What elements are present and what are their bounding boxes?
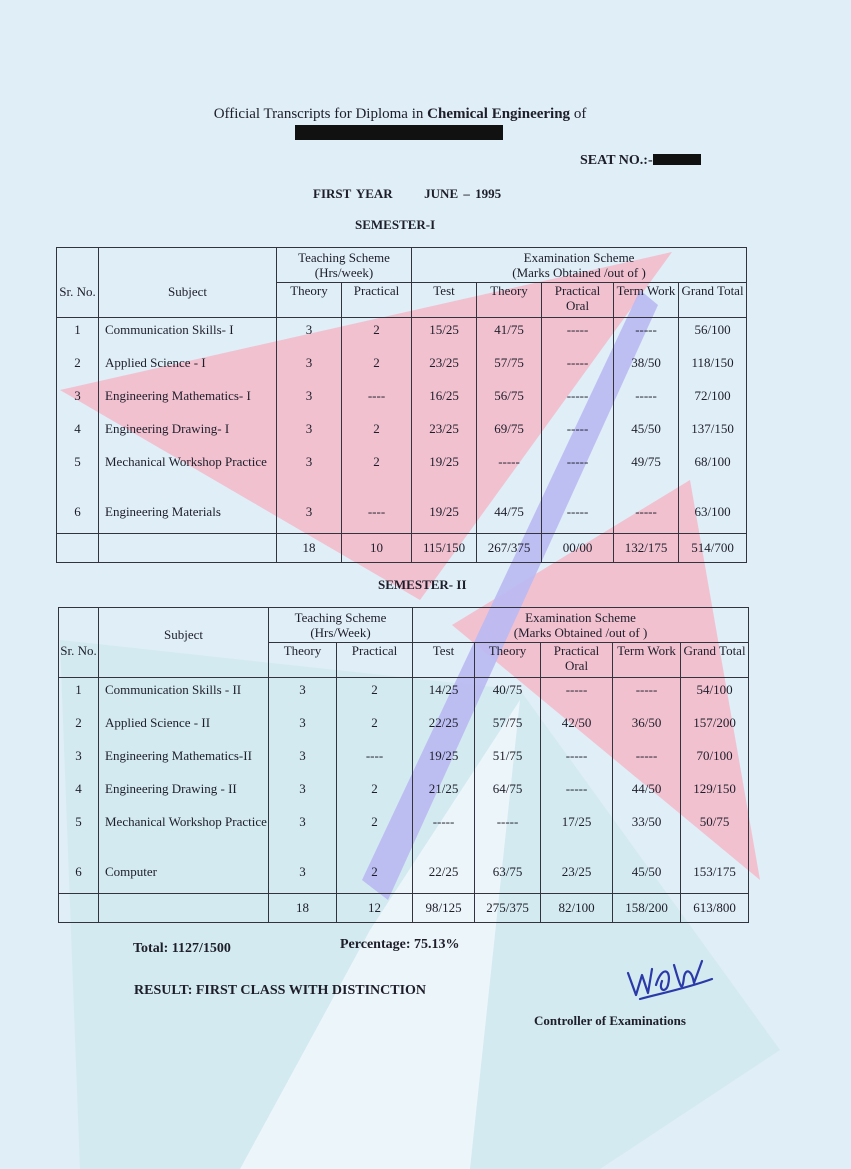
cell-theory-hrs: 3 — [269, 678, 337, 711]
cell-grand-total: 129/150 — [681, 777, 749, 810]
header-theory-marks: Theory — [475, 643, 541, 678]
header-examination-scheme — [413, 608, 749, 643]
header-subject: Subject — [99, 608, 269, 678]
title-suffix: of — [573, 106, 587, 122]
header-practical-hrs: Practical — [342, 283, 412, 318]
table-row — [57, 384, 747, 417]
cell-test: 23/25 — [412, 351, 477, 384]
cell-subject: Computer — [99, 860, 269, 894]
cell-subject: Communication Skills - II — [99, 678, 269, 711]
percentage: Percentage: 75.13% — [340, 937, 460, 952]
cell-term-work: 36/50 — [613, 711, 681, 744]
cell-term-work: 45/50 — [614, 417, 679, 450]
header-practical-oral: Practical Oral — [541, 643, 613, 678]
cell-subject: Engineering Drawing- I — [99, 417, 277, 450]
header-grand-total: Grand Total — [679, 283, 747, 318]
cell-practical-oral: 23/25 — [541, 860, 613, 894]
totals-blank — [57, 534, 99, 563]
header-teaching-scheme — [277, 248, 412, 283]
total-grand-total: 514/700 — [679, 534, 747, 563]
session-label: JUNE – 1995 — [424, 186, 502, 201]
table-row — [59, 744, 749, 777]
total-marks: Total: 1127/1500 — [133, 941, 231, 956]
cell-practical-hrs: 2 — [342, 351, 412, 384]
totals-blank — [99, 534, 277, 563]
redacted-institute-name — [295, 125, 503, 140]
cell-practical-oral: ----- — [542, 384, 614, 417]
table-row — [57, 450, 747, 500]
cell-term-work: ----- — [613, 678, 681, 711]
table-row — [57, 318, 747, 351]
cell-theory-marks: 51/75 — [475, 744, 541, 777]
cell-subject: Engineering Materials — [99, 500, 277, 534]
cell-sr-no: 2 — [57, 351, 99, 384]
document-title — [0, 106, 800, 123]
cell-practical-hrs: 2 — [337, 777, 413, 810]
cell-practical-oral: 17/25 — [541, 810, 613, 860]
cell-grand-total: 72/100 — [679, 384, 747, 417]
cell-theory-hrs: 3 — [269, 777, 337, 810]
total-test: 115/150 — [412, 534, 477, 563]
cell-subject: Mechanical Workshop Practice — [99, 810, 269, 860]
cell-term-work: 38/50 — [614, 351, 679, 384]
total-theory: 275/375 — [475, 894, 541, 923]
cell-term-work: 49/75 — [614, 450, 679, 500]
cell-subject: Engineering Mathematics-II — [99, 744, 269, 777]
semester-2-table — [58, 607, 749, 923]
cell-practical-oral: 42/50 — [541, 711, 613, 744]
cell-theory-marks: 41/75 — [477, 318, 542, 351]
cell-grand-total: 50/75 — [681, 810, 749, 860]
cell-test: 19/25 — [412, 450, 477, 500]
cell-practical-hrs: ---- — [337, 744, 413, 777]
cell-test: 15/25 — [412, 318, 477, 351]
examination-scheme-label: Examination Scheme — [523, 250, 635, 265]
totals-blank — [59, 894, 99, 923]
cell-sr-no: 6 — [57, 500, 99, 534]
cell-practical-oral: ----- — [542, 318, 614, 351]
cell-sr-no: 1 — [57, 318, 99, 351]
cell-practical-hrs: 2 — [342, 450, 412, 500]
total-theory: 267/375 — [477, 534, 542, 563]
cell-term-work: ----- — [613, 744, 681, 777]
total-theory-hrs: 18 — [269, 894, 337, 923]
cell-grand-total: 54/100 — [681, 678, 749, 711]
cell-subject: Applied Science - II — [99, 711, 269, 744]
cell-theory-marks: 56/75 — [477, 384, 542, 417]
cell-test: 14/25 — [413, 678, 475, 711]
teaching-scheme-label: Teaching Scheme — [298, 250, 390, 265]
cell-theory-hrs: 3 — [277, 318, 342, 351]
cell-theory-marks: 57/75 — [475, 711, 541, 744]
cell-grand-total: 153/175 — [681, 860, 749, 894]
title-program: Chemical Engineering — [427, 106, 571, 122]
semester-2-title: SEMESTER- II — [378, 577, 467, 592]
examination-scheme-label: Examination Scheme — [525, 610, 636, 625]
cell-term-work: ----- — [614, 384, 679, 417]
cell-practical-oral: ----- — [542, 351, 614, 384]
year-label: FIRST YEAR — [313, 186, 393, 201]
header-theory-hrs: Theory — [277, 283, 342, 318]
cell-theory-hrs: 3 — [277, 450, 342, 500]
cell-theory-hrs: 3 — [269, 711, 337, 744]
semester-1-totals-row — [57, 534, 747, 563]
cell-sr-no: 5 — [59, 810, 99, 860]
cell-sr-no: 6 — [59, 860, 99, 894]
header-teaching-scheme — [269, 608, 413, 643]
total-practical-hrs: 10 — [342, 534, 412, 563]
cell-theory-marks: ----- — [477, 450, 542, 500]
header-term-work: Term Work — [614, 283, 679, 318]
total-test: 98/125 — [413, 894, 475, 923]
cell-grand-total: 70/100 — [681, 744, 749, 777]
seat-label: SEAT NO.:- — [580, 153, 653, 168]
cell-practical-hrs: 2 — [337, 678, 413, 711]
cell-sr-no: 4 — [57, 417, 99, 450]
cell-test: ----- — [413, 810, 475, 860]
cell-practical-hrs: ---- — [342, 500, 412, 534]
total-practical-oral: 00/00 — [542, 534, 614, 563]
total-term-work: 132/175 — [614, 534, 679, 563]
totals-blank — [99, 894, 269, 923]
cell-term-work: 45/50 — [613, 860, 681, 894]
cell-theory-marks: 64/75 — [475, 777, 541, 810]
cell-term-work: 44/50 — [613, 777, 681, 810]
header-grand-total: Grand Total — [681, 643, 749, 678]
cell-theory-hrs: 3 — [277, 384, 342, 417]
cell-grand-total: 56/100 — [679, 318, 747, 351]
cell-subject: Engineering Mathematics- I — [99, 384, 277, 417]
teaching-scheme-units: (Hrs/week) — [314, 265, 374, 280]
header-term-work: Term Work — [613, 643, 681, 678]
header-theory-hrs: Theory — [269, 643, 337, 678]
header-practical-hrs: Practical — [337, 643, 413, 678]
cell-practical-oral: ----- — [541, 777, 613, 810]
cell-practical-oral: ----- — [542, 500, 614, 534]
cell-practical-hrs: 2 — [337, 711, 413, 744]
cell-test: 19/25 — [412, 500, 477, 534]
cell-practical-hrs: ---- — [342, 384, 412, 417]
table-row — [59, 860, 749, 894]
seat-number — [580, 153, 701, 169]
cell-sr-no: 5 — [57, 450, 99, 500]
cell-practical-hrs: 2 — [337, 810, 413, 860]
cell-test: 22/25 — [413, 860, 475, 894]
cell-test: 23/25 — [412, 417, 477, 450]
header-subject: Subject — [99, 248, 277, 318]
cell-term-work: 33/50 — [613, 810, 681, 860]
result: RESULT: FIRST CLASS WITH DISTINCTION — [134, 983, 427, 998]
marks-obtained-label: (Marks Obtained /out of ) — [513, 625, 648, 640]
cell-subject: Engineering Drawing - II — [99, 777, 269, 810]
cell-test: 16/25 — [412, 384, 477, 417]
cell-sr-no: 1 — [59, 678, 99, 711]
teaching-scheme-label: Teaching Scheme — [294, 610, 387, 625]
table-row — [59, 810, 749, 860]
cell-grand-total: 63/100 — [679, 500, 747, 534]
cell-test: 22/25 — [413, 711, 475, 744]
cell-theory-hrs: 3 — [269, 744, 337, 777]
cell-practical-oral: ----- — [542, 417, 614, 450]
cell-theory-hrs: 3 — [277, 417, 342, 450]
cell-grand-total: 137/150 — [679, 417, 747, 450]
signature-label: Controller of Examinations — [534, 1013, 686, 1028]
cell-sr-no: 2 — [59, 711, 99, 744]
header-test: Test — [413, 643, 475, 678]
cell-subject: Applied Science - I — [99, 351, 277, 384]
cell-term-work: ----- — [614, 500, 679, 534]
header-test: Test — [412, 283, 477, 318]
cell-theory-marks: 44/75 — [477, 500, 542, 534]
cell-sr-no: 4 — [59, 777, 99, 810]
cell-sr-no: 3 — [57, 384, 99, 417]
cell-practical-hrs: 2 — [342, 417, 412, 450]
redacted-seat-number — [653, 154, 701, 165]
table-row — [57, 351, 747, 384]
cell-practical-hrs: 2 — [342, 318, 412, 351]
cell-theory-marks: 40/75 — [475, 678, 541, 711]
table-row — [57, 500, 747, 534]
header-practical-oral: Practical Oral — [542, 283, 614, 318]
semester-2-totals-row — [59, 894, 749, 923]
cell-practical-oral: ----- — [541, 678, 613, 711]
total-theory-hrs: 18 — [277, 534, 342, 563]
signature-scribble — [622, 955, 717, 1005]
cell-practical-oral: ----- — [541, 744, 613, 777]
table-row — [57, 417, 747, 450]
cell-subject: Mechanical Workshop Practice — [99, 450, 277, 500]
total-grand-total: 613/800 — [681, 894, 749, 923]
total-practical-hrs: 12 — [337, 894, 413, 923]
header-sr-no: Sr. No. — [59, 608, 99, 678]
cell-practical-oral: ----- — [542, 450, 614, 500]
cell-theory-hrs: 3 — [269, 860, 337, 894]
cell-grand-total: 68/100 — [679, 450, 747, 500]
total-term-work: 158/200 — [613, 894, 681, 923]
cell-theory-marks: 69/75 — [477, 417, 542, 450]
cell-theory-hrs: 3 — [269, 810, 337, 860]
marks-obtained-label: (Marks Obtained /out of ) — [512, 265, 646, 280]
header-theory-marks: Theory — [477, 283, 542, 318]
title-prefix: Official Transcripts for Diploma in — [213, 106, 424, 122]
total-practical-oral: 82/100 — [541, 894, 613, 923]
header-examination-scheme — [412, 248, 747, 283]
cell-test: 21/25 — [413, 777, 475, 810]
cell-grand-total: 157/200 — [681, 711, 749, 744]
teaching-scheme-units: (Hrs/Week) — [310, 625, 371, 640]
cell-test: 19/25 — [413, 744, 475, 777]
semester-1-table — [56, 247, 747, 563]
table-row — [59, 777, 749, 810]
cell-grand-total: 118/150 — [679, 351, 747, 384]
cell-theory-hrs: 3 — [277, 500, 342, 534]
header-sr-no: Sr. No. — [57, 248, 99, 318]
cell-term-work: ----- — [614, 318, 679, 351]
cell-practical-hrs: 2 — [337, 860, 413, 894]
cell-theory-hrs: 3 — [277, 351, 342, 384]
table-row — [59, 678, 749, 711]
cell-sr-no: 3 — [59, 744, 99, 777]
cell-subject: Communication Skills- I — [99, 318, 277, 351]
cell-theory-marks: ----- — [475, 810, 541, 860]
academic-year — [313, 186, 501, 202]
table-row — [59, 711, 749, 744]
cell-theory-marks: 57/75 — [477, 351, 542, 384]
cell-theory-marks: 63/75 — [475, 860, 541, 894]
semester-1-title: SEMESTER-I — [355, 217, 436, 232]
